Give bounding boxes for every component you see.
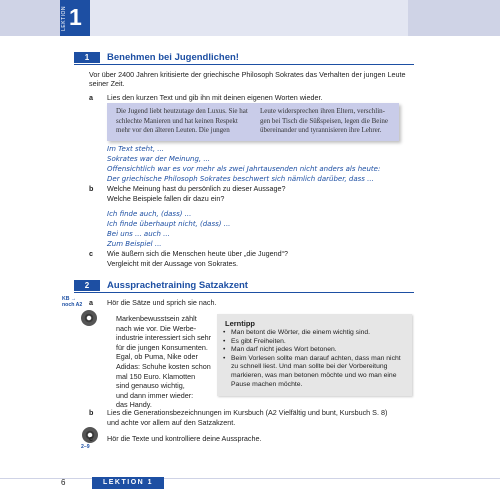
text-line: Markenbewusstsein zählt	[116, 314, 197, 323]
task-2b-text-1: Lies die Generationsbezeichnungen im Kursbuch (A2 Vielfältig und bunt, Kursbuch S. 8)	[107, 408, 388, 417]
hint-line: Bei uns ... auch ...	[107, 230, 170, 238]
task-1a-text: Lies den kurzen Text und gib ihn mit deinen eigenen Worten wieder.	[107, 93, 323, 102]
hint-line: Ich finde auch, (dass) ...	[107, 210, 192, 218]
lektion-label: LEKTION	[61, 6, 67, 31]
task-1a-label: a	[89, 93, 93, 102]
handwritten-hints-a	[107, 144, 380, 184]
task-1b-text-2: Welche Beispiele fallen dir dazu ein?	[107, 194, 225, 203]
text-line: Adidas: Schuhe kosten schon	[116, 361, 211, 371]
lerntipp-list	[223, 329, 409, 389]
text-line: das Handy.	[116, 400, 152, 410]
section-1-intro-1: Vor über 2400 Jahren kritisierte der griechische Philosoph Sokrates das Verhalten der jungen Leute	[89, 70, 406, 79]
text-line: sind genauso wichtig,	[116, 381, 185, 391]
quote-line: gen bei Tisch die Süßspeisen, legen die Beine	[260, 116, 388, 125]
hint-line: Der griechische Philosoph Sokrates beschwert sich nämlich darüber, dass ...	[107, 175, 374, 183]
lerntipp-line: markieren, was man betonen möchte und wo man eine	[231, 371, 397, 379]
lerntipp-line: • Es gibt Freiheiten.	[231, 337, 286, 345]
footer-lektion-tab: LEKTION 1	[92, 477, 164, 489]
quote-line: Die Jugend liebt heutzutage den Luxus. Sie hat	[116, 107, 248, 115]
audio-cd-icon[interactable]	[81, 310, 97, 326]
text-line: Egal, ob Puma, Nike oder	[116, 352, 198, 362]
task-1c-text-1: Wie äußern sich die Menschen heute über „die Jugend“?	[107, 249, 288, 258]
quote-right-column	[260, 107, 395, 136]
section-2-rule	[74, 292, 414, 293]
lerntipp-item	[223, 355, 409, 389]
task-2b-label: b	[89, 408, 94, 417]
text-line: nach wie vor. Die Werbe-	[116, 323, 197, 333]
text-line: industrie interessiert sich sehr	[116, 333, 212, 343]
lerntipp-line: • Beim Vorlesen sollte man darauf achten, dass man nicht	[231, 354, 401, 362]
section-1-intro-2: seiner Zeit.	[89, 79, 125, 88]
sokrates-quote-box	[107, 103, 399, 141]
text-line: für die jungen Konsumenten.	[116, 342, 208, 352]
section-2-title: Aussprachetraining Satzakzent	[107, 280, 248, 291]
task-1b-label: b	[89, 184, 94, 193]
task-2c-label: c	[89, 434, 93, 443]
side-note-line: KB →	[62, 296, 77, 302]
hint-line: Sokrates war der Meinung, ...	[107, 155, 211, 163]
task-2b-text-2: und achte vor allem auf den Satzakzent.	[107, 418, 236, 427]
track-number: 2–9	[81, 444, 90, 450]
task-1c-text-2: Vergleicht mit der Aussage von Sokrates.	[107, 259, 239, 268]
lektion-number: 1	[69, 4, 82, 30]
lektion-tab	[60, 0, 90, 36]
section-1-rule	[74, 64, 414, 65]
lerntipp-item	[223, 346, 409, 355]
hint-line: Zum Beispiel ...	[107, 240, 162, 248]
task-1b-text-1: Welche Meinung hast du persönlich zu dieser Aussage?	[107, 184, 286, 193]
task-2a-text: Hör die Sätze und sprich sie nach.	[107, 298, 217, 307]
quote-line: mehr vor den älteren Leuten. Die jungen	[116, 126, 230, 134]
lerntipp-line: Pause machen möchte.	[231, 380, 303, 388]
hint-line: Offensichtlich war es vor mehr als zwei Jahrtausenden nicht anders als heute:	[107, 165, 381, 173]
task-2a-label: a	[89, 298, 93, 307]
quote-left-column	[116, 107, 251, 136]
section-2-number: 2	[74, 280, 100, 291]
markenbewusstsein-text	[116, 314, 211, 410]
handwritten-hints-b	[107, 209, 230, 249]
quote-line: Leute widersprechen ihren Eltern, verschlin-	[260, 107, 385, 115]
footer-rule	[0, 478, 500, 479]
lerntipp-line: • Man darf nicht jedes Wort betonen.	[231, 346, 337, 354]
lerntipp-item	[223, 338, 409, 347]
hint-line: Im Text steht, ...	[107, 145, 164, 153]
lerntipp-box	[217, 314, 412, 396]
hint-line: Ich finde überhaupt nicht, (dass) ...	[107, 220, 231, 228]
text-line: mal 150 Euro. Klamotten	[116, 371, 196, 381]
lerntipp-item	[223, 329, 409, 338]
task-2c-text: Hör die Texte und kontrolliere deine Aussprache.	[107, 434, 262, 443]
header-panel	[78, 0, 408, 36]
section-1-title: Benehmen bei Jugendlichen!	[107, 52, 239, 63]
lerntipp-line: • Man betont die Wörter, die einem wichtig sind.	[231, 329, 371, 336]
kursbuch-reference	[62, 296, 82, 308]
task-1c-label: c	[89, 249, 93, 258]
lerntipp-title: Lerntipp	[225, 319, 255, 328]
page-number: 6	[61, 478, 66, 487]
lerntipp-line: zu schnell liest. Und man sollte bei der Vorbereitung	[231, 363, 388, 371]
side-note-line: noch A2	[62, 302, 83, 308]
quote-line: schlechte Manieren und hat keinen Respekt	[116, 116, 238, 125]
quote-line: übereinander und tyrannisieren ihre Lehrer.	[260, 126, 382, 134]
section-1-number: 1	[74, 52, 100, 63]
text-line: und dann immer wieder:	[116, 390, 194, 400]
